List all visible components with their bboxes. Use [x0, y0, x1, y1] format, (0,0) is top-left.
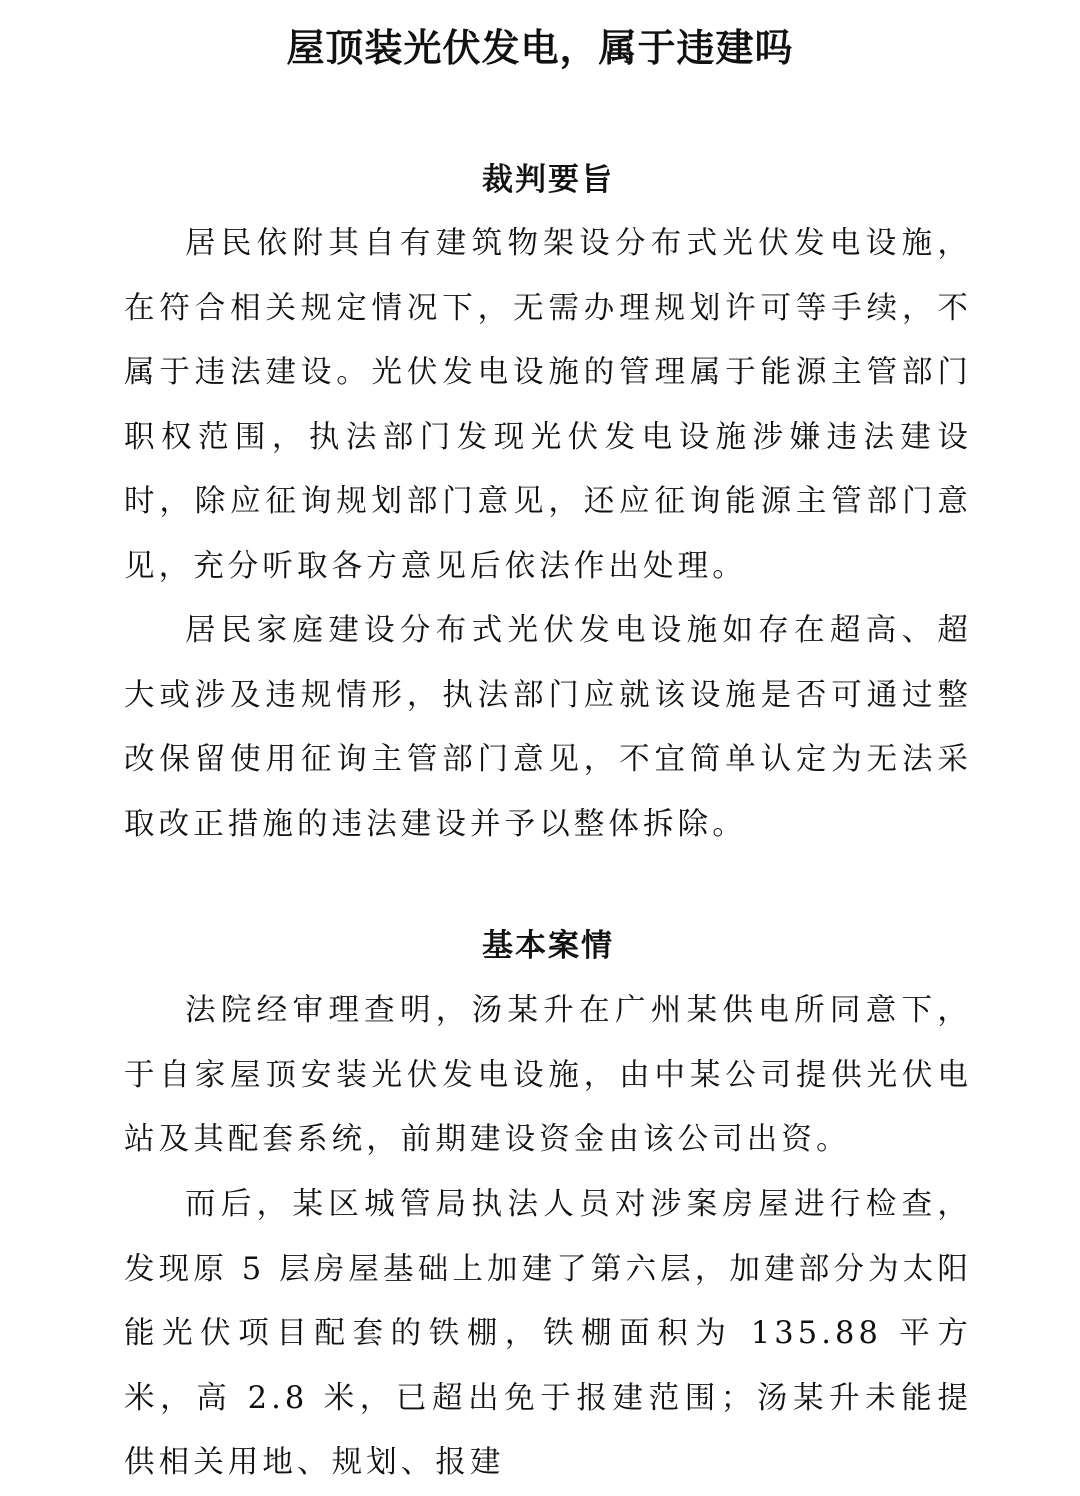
document-title: 屋顶装光伏发电，属于违建吗 — [286, 25, 794, 70]
paragraph-case-facts-2: 而后，某区城管局执法人员对涉案房屋进行检查，发现原 5 层房屋基础上加建了第六层，加建部分为太阳能光伏项目配套的铁棚，铁棚面积为 135.88 平方米，高 2.8 米，已超出免于报建范围；汤某升未能提供相关用地、规划、报建 — [124, 1187, 972, 1480]
paragraph-ruling-gist-2: 居民家庭建设分布式光伏发电设施如存在超高、超大或涉及违规情形，执法部门应就该设施是否可通过整改保留使用征询主管部门意见，不宜简单认定为无法采取改正措施的违法建设并予以整体拆除。 — [124, 613, 972, 842]
paragraph-case-facts-1: 法院经审理查明，汤某升在广州某供电所同意下，于自家屋顶安装光伏发电设施，由中某公司提供光伏电站及其配套系统，前期建设资金由该公司出资。 — [124, 993, 972, 1157]
section-heading-case-facts: 基本案情 — [482, 928, 614, 964]
paragraph-ruling-gist-1: 居民依附其自有建筑物架设分布式光伏发电设施，在符合相关规定情况下，无需办理规划许可等手续，不属于违法建设。光伏发电设施的管理属于能源主管部门职权范围，执法部门发现光伏发电设施涉嫌违法建设时，除应征询规划部门意见，还应征询能源主管部门意见，充分听取各方意见后依法作出处理。 — [124, 226, 972, 584]
section-heading-ruling-gist: 裁判要旨 — [482, 162, 614, 198]
